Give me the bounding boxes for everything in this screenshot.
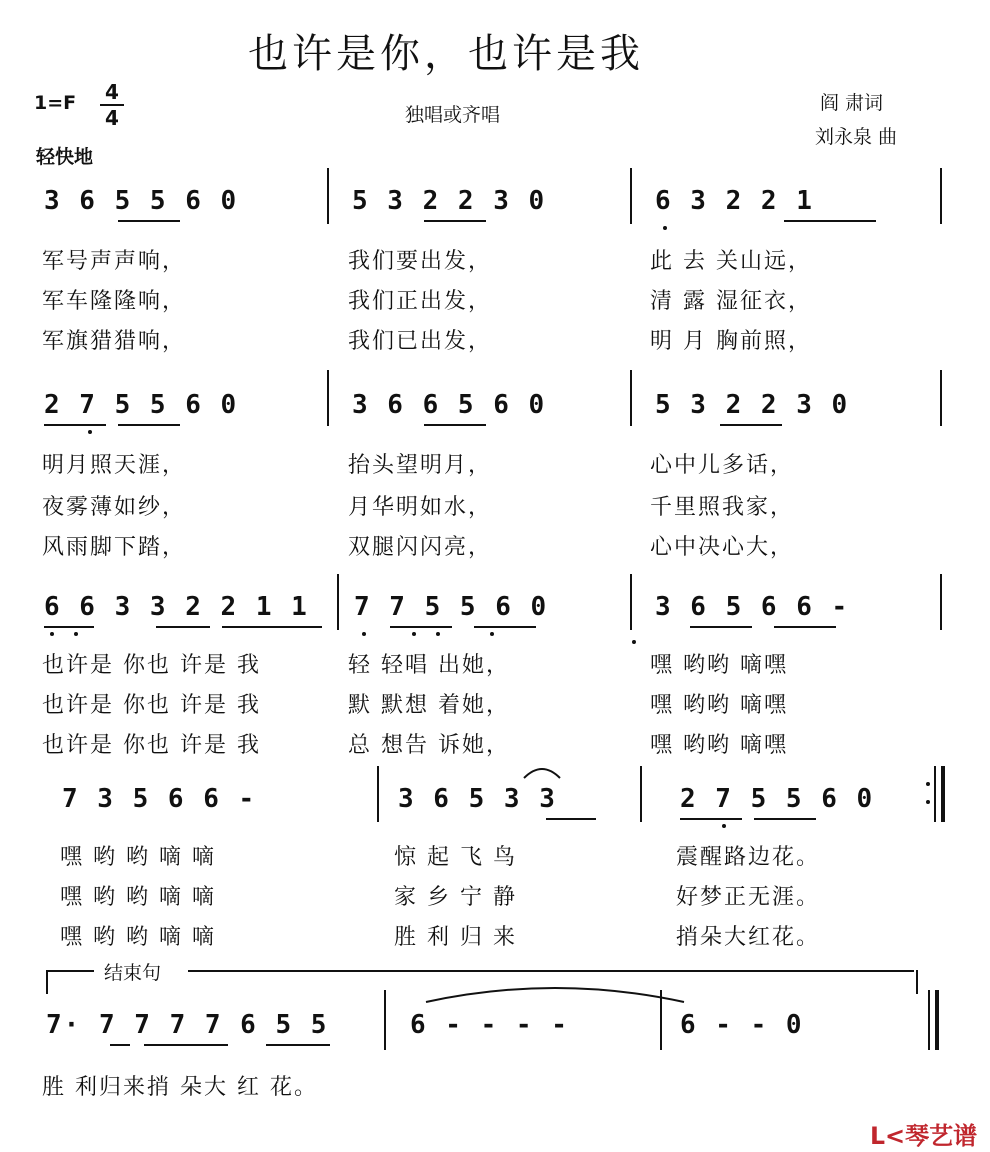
time-signature-top: 4 [105, 80, 119, 104]
bar-line [630, 168, 632, 224]
notes-measure-1: 3 6 5 5 6 0 [44, 186, 239, 216]
lyric-verse-2: 夜雾薄如纱， [42, 495, 187, 520]
bar-line [940, 574, 942, 630]
beam-underline [424, 424, 486, 426]
beam-underline [784, 220, 876, 222]
lyric-verse-3: 嘿 哟哟 嘀嘿 [650, 733, 788, 758]
lyric-verse-3: 双腿闪闪亮， [348, 535, 493, 560]
beam-underline [266, 1044, 330, 1046]
bar-line [940, 370, 942, 426]
low-octave-dot [50, 632, 54, 636]
bar-line [337, 574, 339, 630]
lyric-verse-2: 嘿 哟 哟 嘀 嘀 [60, 885, 216, 910]
lyric-verse-2: 千里照我家， [650, 495, 795, 520]
bar-line [377, 766, 379, 822]
beam-underline [546, 818, 596, 820]
lyric-verse-3: 胜 利 归 来 [394, 925, 517, 950]
lyric-verse-2: 也许是 你也 许是 我 [42, 693, 261, 718]
lyricist-credit: 阎 肃词 [820, 92, 884, 114]
repeat-bar-thin [934, 766, 936, 822]
beam-underline [156, 626, 210, 628]
notes-measure-4: 2 7 5 5 6 0 [44, 390, 239, 420]
notes-measure-2: 5 3 2 2 3 0 [352, 186, 547, 216]
bar-line [640, 766, 642, 822]
notes-measure-5: 3 6 6 5 6 0 [352, 390, 547, 420]
time-signature-bottom: 4 [105, 106, 119, 130]
lyric-verse-1: 此 去 关山远， [650, 249, 812, 274]
low-octave-dot [88, 430, 92, 434]
beam-underline [424, 220, 486, 222]
lyric-verse-2: 军车隆隆响， [42, 289, 187, 314]
notes-ending-measure-2: 6 - - - - [410, 1010, 569, 1040]
lyric-verse-1: 惊 起 飞 鸟 [394, 845, 517, 870]
beam-underline [680, 818, 742, 820]
notes-measure-10: 7 3 5 6 6 - [62, 784, 257, 814]
beam-underline [144, 1044, 228, 1046]
notes-measure-3: 6 3 2 2 1 [655, 186, 814, 216]
low-octave-dot [362, 632, 366, 636]
lyric-verse-1: 抬头望明月， [348, 453, 493, 478]
beam-underline [118, 424, 180, 426]
lyric-verse-3: 嘿 哟 哟 嘀 嘀 [60, 925, 216, 950]
notes-ending-measure-1: 7· 7 7 7 7 6 5 5 [46, 1010, 329, 1040]
lyric-verse-3: 军旗猎猎响， [42, 329, 187, 354]
bar-line [327, 168, 329, 224]
beam-underline [754, 818, 816, 820]
logo-mark-icon: ᒪ< [870, 1122, 906, 1150]
notes-measure-7: 6 6 3 3 2 2 1 1 [44, 592, 309, 622]
repeat-dot [926, 782, 930, 786]
beam-underline [720, 424, 782, 426]
notes-measure-11: 3 6 5 3 3 [398, 784, 557, 814]
final-bar-thick [935, 990, 939, 1050]
composer-credit: 刘永泉 曲 [815, 126, 898, 148]
lyric-verse-2: 清 露 湿征衣， [650, 289, 812, 314]
lyric-verse-1: 也许是 你也 许是 我 [42, 653, 261, 678]
key-signature: 1=F [34, 92, 77, 114]
lyric-verse-2: 嘿 哟哟 嘀嘿 [650, 693, 788, 718]
lyric-verse-2: 我们正出发， [348, 289, 493, 314]
lyric-verse-3: 心中决心大， [650, 535, 795, 560]
lyric-verse-2: 默 默想 着她， [348, 693, 510, 718]
lyric-verse-1: 我们要出发， [348, 249, 493, 274]
tie-mark [424, 982, 686, 1004]
time-signature [100, 82, 124, 128]
low-octave-dot [490, 632, 494, 636]
ending-bracket-right [916, 970, 918, 994]
low-octave-dot [722, 824, 726, 828]
lyric-verse-3: 我们已出发， [348, 329, 493, 354]
beam-underline [222, 626, 322, 628]
repeat-bar-thick [941, 766, 945, 822]
stray-dot [632, 640, 636, 644]
lyric-verse-3: 风雨脚下踏， [42, 535, 187, 560]
song-title: 也许是你，也许是我 [248, 31, 644, 77]
watermark-text: 琴艺谱 [905, 1122, 978, 1150]
low-octave-dot [436, 632, 440, 636]
lyric-verse-1: 明月照天涯， [42, 453, 187, 478]
repeat-dot [926, 800, 930, 804]
beam-underline [474, 626, 536, 628]
beam-underline [774, 626, 836, 628]
lyric-verse-2: 月华明如水， [348, 495, 493, 520]
notes-measure-8: 7 7 5 5 6 0 [354, 592, 549, 622]
lyric-verse-3: 总 想告 诉她， [348, 733, 510, 758]
low-octave-dot [663, 226, 667, 230]
performance-note: 独唱或齐唱 [405, 104, 501, 126]
low-octave-dot [412, 632, 416, 636]
bar-line [630, 574, 632, 630]
beam-underline [690, 626, 752, 628]
lyric-verse-2: 好梦正无涯。 [676, 885, 821, 910]
lyric-verse-3: 捎朵大红花。 [676, 925, 821, 950]
notes-measure-12: 2 7 5 5 6 0 [680, 784, 875, 814]
low-octave-dot [74, 632, 78, 636]
lyric-verse-1: 嘿 哟 哟 嘀 嘀 [60, 845, 216, 870]
final-bar-thin [928, 990, 930, 1050]
beam-underline [44, 626, 94, 628]
slur-mark [522, 766, 562, 780]
lyric-verse-3: 也许是 你也 许是 我 [42, 733, 261, 758]
lyric-verse-3: 明 月 胸前照， [650, 329, 812, 354]
lyric-verse-1: 心中儿多话， [650, 453, 795, 478]
lyric-verse-1: 震醒路边花。 [676, 845, 821, 870]
bar-line [940, 168, 942, 224]
lyric-verse-1: 嘿 哟哟 嘀嘿 [650, 653, 788, 678]
bar-line [630, 370, 632, 426]
ending-bracket-line [188, 970, 914, 972]
beam-underline [44, 424, 106, 426]
watermark-logo [870, 1116, 977, 1151]
tempo-marking: 轻快地 [36, 146, 94, 168]
notes-ending-measure-3: 6 - - 0 [680, 1010, 804, 1040]
ending-bracket-line [46, 970, 94, 972]
beam-underline [390, 626, 452, 628]
ending-label: 结束句 [104, 962, 162, 984]
notes-measure-6: 5 3 2 2 3 0 [655, 390, 850, 420]
lyric-verse-1: 军号声声响， [42, 249, 187, 274]
lyric-ending: 胜 利归来捎 朵大 红 花。 [42, 1075, 318, 1100]
notes-measure-9: 3 6 5 6 6 - [655, 592, 850, 622]
beam-underline [118, 220, 180, 222]
lyric-verse-2: 家 乡 宁 静 [394, 885, 517, 910]
beam-underline [110, 1044, 130, 1046]
bar-line [384, 990, 386, 1050]
ending-bracket-left [46, 970, 48, 994]
bar-line [327, 370, 329, 426]
lyric-verse-1: 轻 轻唱 出她， [348, 653, 510, 678]
